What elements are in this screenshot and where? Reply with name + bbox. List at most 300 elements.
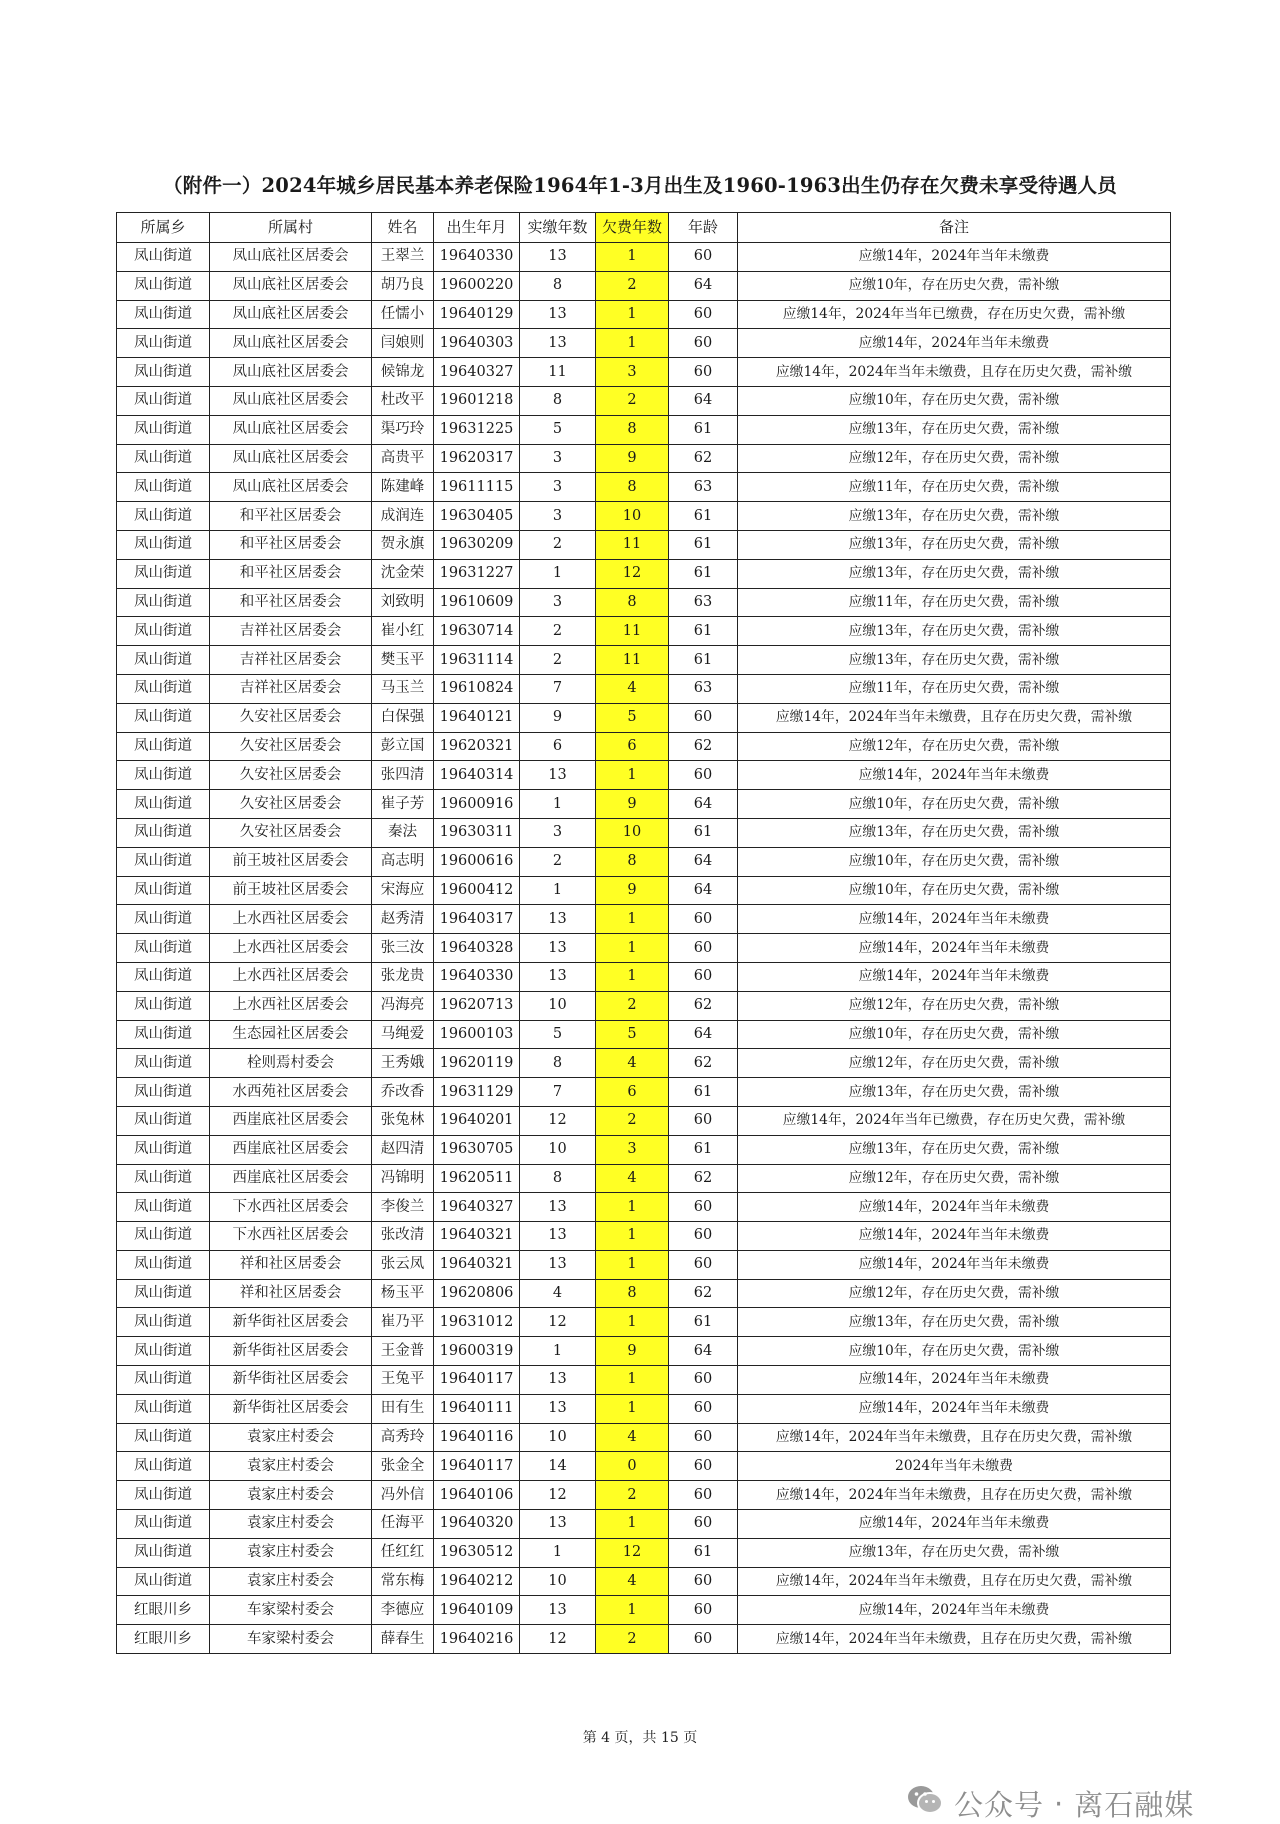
cell-village: 前王坡社区居委会 [210,847,372,876]
cell-township: 凤山街道 [117,1308,210,1337]
cell-arrears-years: 1 [596,1510,669,1539]
cell-birth-date: 19640303 [434,329,520,358]
cell-birth-date: 19631225 [434,415,520,444]
cell-township: 凤山街道 [117,502,210,531]
cell-paid-years: 1 [520,1337,596,1366]
cell-remarks: 应缴14年，2024年当年未缴费 [738,1366,1171,1395]
cell-remarks: 应缴10年，存在历史欠费，需补缴 [738,790,1171,819]
cell-township: 凤山街道 [117,1164,210,1193]
cell-age: 60 [669,1423,738,1452]
cell-birth-date: 19640106 [434,1481,520,1510]
cell-township: 凤山街道 [117,1049,210,1078]
cell-birth-date: 19640111 [434,1394,520,1423]
cell-village: 和平社区居委会 [210,559,372,588]
cell-village: 凤山底社区居委会 [210,444,372,473]
cell-arrears-years: 5 [596,703,669,732]
watermark-name: 离石融媒 [1074,1788,1195,1822]
cell-arrears-years: 3 [596,1135,669,1164]
table-row [117,1164,1171,1193]
cell-name: 冯外信 [372,1481,434,1510]
cell-township: 凤山街道 [117,991,210,1020]
cell-age: 60 [669,1250,738,1279]
page-title: （附件一）2024年城乡居民基本养老保险1964年1-3月出生及1960-1963出生仍存在欠费未享受待遇人员 [163,174,1117,197]
cell-birth-date: 19610609 [434,588,520,617]
cell-village: 吉祥社区居委会 [210,646,372,675]
cell-paid-years: 14 [520,1452,596,1481]
cell-birth-date: 19600412 [434,876,520,905]
cell-remarks: 应缴14年，2024年当年未缴费，且存在历史欠费，需补缴 [738,1423,1171,1452]
cell-age: 61 [669,1135,738,1164]
cell-arrears-years: 2 [596,386,669,415]
cell-remarks: 2024年当年未缴费 [738,1452,1171,1481]
cell-age: 61 [669,1308,738,1337]
cell-birth-date: 19630512 [434,1538,520,1567]
cell-arrears-years: 8 [596,1279,669,1308]
cell-village: 祥和社区居委会 [210,1250,372,1279]
table-row [117,1510,1171,1539]
cell-remarks: 应缴12年，存在历史欠费，需补缴 [738,732,1171,761]
cell-village: 久安社区居委会 [210,790,372,819]
cell-township: 凤山街道 [117,1020,210,1049]
cell-village: 袁家庄村委会 [210,1452,372,1481]
cell-remarks: 应缴14年，2024年当年未缴费 [738,1596,1171,1625]
cell-arrears-years: 9 [596,876,669,905]
cell-arrears-years: 2 [596,991,669,1020]
cell-arrears-years: 1 [596,243,669,272]
cell-arrears-years: 4 [596,1567,669,1596]
cell-birth-date: 19611115 [434,473,520,502]
cell-paid-years: 8 [520,1049,596,1078]
cell-paid-years: 3 [520,473,596,502]
cell-age: 64 [669,271,738,300]
cell-township: 凤山街道 [117,934,210,963]
table-row [117,271,1171,300]
cell-village: 凤山底社区居委会 [210,358,372,387]
cell-paid-years: 13 [520,761,596,790]
cell-township: 凤山街道 [117,1423,210,1452]
cell-paid-years: 1 [520,876,596,905]
cell-age: 63 [669,588,738,617]
table-row [117,790,1171,819]
cell-name: 马玉兰 [372,674,434,703]
table-row [117,818,1171,847]
table-row [117,1193,1171,1222]
cell-township: 凤山街道 [117,761,210,790]
table-row [117,329,1171,358]
cell-township: 凤山街道 [117,646,210,675]
cell-village: 凤山底社区居委会 [210,415,372,444]
cell-township: 凤山街道 [117,271,210,300]
cell-remarks: 应缴14年，2024年当年未缴费 [738,1222,1171,1251]
table-row [117,934,1171,963]
cell-paid-years: 13 [520,905,596,934]
cell-name: 常东梅 [372,1567,434,1596]
cell-name: 杨玉平 [372,1279,434,1308]
cell-village: 车家梁村委会 [210,1625,372,1654]
cell-paid-years: 2 [520,530,596,559]
table-row [117,559,1171,588]
cell-age: 64 [669,386,738,415]
cell-remarks: 应缴14年，2024年当年未缴费 [738,1193,1171,1222]
cell-village: 栓则焉村委会 [210,1049,372,1078]
cell-village: 袁家庄村委会 [210,1567,372,1596]
cell-age: 60 [669,1481,738,1510]
table-row [117,1596,1171,1625]
cell-paid-years: 2 [520,646,596,675]
cell-paid-years: 13 [520,1250,596,1279]
cell-paid-years: 1 [520,790,596,819]
cell-name: 樊玉平 [372,646,434,675]
cell-remarks: 应缴14年，2024年当年未缴费 [738,329,1171,358]
cell-township: 凤山街道 [117,1366,210,1395]
cell-remarks: 应缴13年，存在历史欠费，需补缴 [738,415,1171,444]
cell-arrears-years: 8 [596,588,669,617]
cell-age: 61 [669,502,738,531]
cell-age: 60 [669,1567,738,1596]
cell-remarks: 应缴13年，存在历史欠费，需补缴 [738,617,1171,646]
cell-arrears-years: 1 [596,1308,669,1337]
cell-age: 62 [669,1164,738,1193]
cell-arrears-years: 1 [596,1596,669,1625]
cell-paid-years: 9 [520,703,596,732]
cell-arrears-years: 8 [596,473,669,502]
cell-paid-years: 12 [520,1481,596,1510]
cell-remarks: 应缴11年，存在历史欠费，需补缴 [738,674,1171,703]
cell-remarks: 应缴14年，2024年当年未缴费 [738,761,1171,790]
cell-age: 64 [669,847,738,876]
cell-village: 祥和社区居委会 [210,1279,372,1308]
cell-remarks: 应缴12年，存在历史欠费，需补缴 [738,444,1171,473]
cell-village: 新华街社区居委会 [210,1366,372,1395]
header-paid-years: 实缴年数 [520,213,596,243]
cell-village: 久安社区居委会 [210,703,372,732]
cell-age: 64 [669,1337,738,1366]
cell-arrears-years: 11 [596,646,669,675]
cell-township: 凤山街道 [117,703,210,732]
cell-birth-date: 19630405 [434,502,520,531]
cell-township: 凤山街道 [117,617,210,646]
cell-birth-date: 19610824 [434,674,520,703]
table-row [117,386,1171,415]
cell-paid-years: 13 [520,329,596,358]
cell-village: 凤山底社区居委会 [210,300,372,329]
cell-paid-years: 13 [520,962,596,991]
cell-birth-date: 19640317 [434,905,520,934]
cell-village: 吉祥社区居委会 [210,617,372,646]
cell-paid-years: 2 [520,617,596,646]
cell-paid-years: 13 [520,934,596,963]
table-row [117,991,1171,1020]
cell-name: 候锦龙 [372,358,434,387]
cell-birth-date: 19620806 [434,1279,520,1308]
cell-paid-years: 8 [520,271,596,300]
cell-village: 久安社区居委会 [210,818,372,847]
cell-remarks: 应缴13年，存在历史欠费，需补缴 [738,559,1171,588]
cell-remarks: 应缴14年，2024年当年未缴费，且存在历史欠费，需补缴 [738,1625,1171,1654]
cell-paid-years: 13 [520,243,596,272]
cell-township: 凤山街道 [117,386,210,415]
cell-name: 任懦小 [372,300,434,329]
cell-village: 新华街社区居委会 [210,1337,372,1366]
cell-remarks: 应缴14年，2024年当年未缴费 [738,962,1171,991]
cell-birth-date: 19620317 [434,444,520,473]
cell-township: 凤山街道 [117,415,210,444]
cell-township: 凤山街道 [117,847,210,876]
cell-paid-years: 12 [520,1106,596,1135]
cell-remarks: 应缴12年，存在历史欠费，需补缴 [738,991,1171,1020]
table-row [117,1567,1171,1596]
cell-birth-date: 19600319 [434,1337,520,1366]
cell-township: 凤山街道 [117,818,210,847]
cell-birth-date: 19631012 [434,1308,520,1337]
cell-village: 久安社区居委会 [210,732,372,761]
table-row [117,905,1171,934]
cell-birth-date: 19631114 [434,646,520,675]
cell-remarks: 应缴13年，存在历史欠费，需补缴 [738,1308,1171,1337]
cell-age: 61 [669,1078,738,1107]
cell-village: 西崖底社区居委会 [210,1164,372,1193]
cell-name: 彭立国 [372,732,434,761]
table-row [117,1538,1171,1567]
cell-birth-date: 19640117 [434,1366,520,1395]
cell-township: 凤山街道 [117,300,210,329]
cell-birth-date: 19620119 [434,1049,520,1078]
cell-birth-date: 19640129 [434,300,520,329]
cell-birth-date: 19640327 [434,1193,520,1222]
cell-township: 凤山街道 [117,962,210,991]
cell-birth-date: 19640116 [434,1423,520,1452]
cell-paid-years: 3 [520,818,596,847]
cell-village: 袁家庄村委会 [210,1538,372,1567]
table-row [117,732,1171,761]
cell-birth-date: 19630714 [434,617,520,646]
cell-arrears-years: 9 [596,1337,669,1366]
cell-paid-years: 5 [520,415,596,444]
cell-remarks: 应缴14年，2024年当年已缴费，存在历史欠费，需补缴 [738,300,1171,329]
cell-remarks: 应缴13年，存在历史欠费，需补缴 [738,646,1171,675]
table-row [117,646,1171,675]
cell-remarks: 应缴12年，存在历史欠费，需补缴 [738,1279,1171,1308]
cell-name: 王金普 [372,1337,434,1366]
cell-arrears-years: 9 [596,444,669,473]
cell-name: 陈建峰 [372,473,434,502]
table-body [117,243,1171,1654]
cell-remarks: 应缴14年，2024年当年未缴费，且存在历史欠费，需补缴 [738,358,1171,387]
cell-arrears-years: 6 [596,732,669,761]
cell-paid-years: 5 [520,1020,596,1049]
cell-remarks: 应缴14年，2024年当年已缴费，存在历史欠费，需补缴 [738,1106,1171,1135]
cell-arrears-years: 4 [596,1049,669,1078]
table-row [117,962,1171,991]
header-township: 所属乡 [117,213,210,243]
cell-arrears-years: 3 [596,358,669,387]
cell-arrears-years: 8 [596,415,669,444]
cell-township: 凤山街道 [117,1394,210,1423]
cell-remarks: 应缴13年，存在历史欠费，需补缴 [738,1538,1171,1567]
cell-paid-years: 1 [520,1538,596,1567]
cell-name: 闫娘则 [372,329,434,358]
table-row [117,761,1171,790]
cell-paid-years: 3 [520,588,596,617]
cell-arrears-years: 2 [596,1481,669,1510]
cell-village: 吉祥社区居委会 [210,674,372,703]
cell-age: 62 [669,1049,738,1078]
table-row [117,1106,1171,1135]
cell-name: 秦法 [372,818,434,847]
cell-remarks: 应缴12年，存在历史欠费，需补缴 [738,1164,1171,1193]
cell-paid-years: 13 [520,1596,596,1625]
cell-age: 60 [669,1510,738,1539]
cell-age: 64 [669,876,738,905]
cell-birth-date: 19600916 [434,790,520,819]
cell-age: 60 [669,300,738,329]
cell-name: 李德应 [372,1596,434,1625]
cell-village: 凤山底社区居委会 [210,386,372,415]
cell-birth-date: 19630209 [434,530,520,559]
cell-name: 张三汝 [372,934,434,963]
cell-remarks: 应缴14年，2024年当年未缴费 [738,1250,1171,1279]
cell-township: 凤山街道 [117,1452,210,1481]
cell-village: 上水西社区居委会 [210,934,372,963]
cell-village: 凤山底社区居委会 [210,243,372,272]
cell-arrears-years: 1 [596,962,669,991]
cell-age: 62 [669,444,738,473]
cell-remarks: 应缴14年，2024年当年未缴费，且存在历史欠费，需补缴 [738,1567,1171,1596]
header-age: 年龄 [669,213,738,243]
cell-birth-date: 19630311 [434,818,520,847]
cell-remarks: 应缴14年，2024年当年未缴费 [738,243,1171,272]
cell-arrears-years: 2 [596,1106,669,1135]
cell-township: 凤山街道 [117,1135,210,1164]
cell-remarks: 应缴13年，存在历史欠费，需补缴 [738,1078,1171,1107]
cell-arrears-years: 10 [596,502,669,531]
cell-age: 63 [669,674,738,703]
table-row [117,530,1171,559]
cell-paid-years: 10 [520,1567,596,1596]
cell-township: 凤山街道 [117,1193,210,1222]
header-remarks: 备注 [738,213,1171,243]
cell-arrears-years: 1 [596,300,669,329]
cell-remarks: 应缴10年，存在历史欠费，需补缴 [738,1337,1171,1366]
cell-village: 凤山底社区居委会 [210,473,372,502]
cell-name: 刘致明 [372,588,434,617]
cell-paid-years: 8 [520,1164,596,1193]
cell-name: 沈金荣 [372,559,434,588]
cell-paid-years: 12 [520,1625,596,1654]
table-row [117,1135,1171,1164]
cell-paid-years: 10 [520,1423,596,1452]
cell-arrears-years: 4 [596,1164,669,1193]
cell-name: 赵四清 [372,1135,434,1164]
table-row [117,415,1171,444]
cell-name: 田有生 [372,1394,434,1423]
cell-age: 60 [669,934,738,963]
cell-remarks: 应缴14年，2024年当年未缴费，且存在历史欠费，需补缴 [738,703,1171,732]
cell-village: 生态园社区居委会 [210,1020,372,1049]
wechat-icon [906,1784,954,1823]
cell-village: 袁家庄村委会 [210,1481,372,1510]
cell-age: 60 [669,243,738,272]
cell-remarks: 应缴11年，存在历史欠费，需补缴 [738,473,1171,502]
cell-township: 凤山街道 [117,1337,210,1366]
cell-township: 凤山街道 [117,1481,210,1510]
table-row [117,358,1171,387]
cell-name: 张龙贵 [372,962,434,991]
cell-arrears-years: 2 [596,271,669,300]
table-row [117,1337,1171,1366]
cell-paid-years: 2 [520,847,596,876]
cell-birth-date: 19601218 [434,386,520,415]
cell-arrears-years: 12 [596,559,669,588]
cell-village: 和平社区居委会 [210,588,372,617]
cell-age: 61 [669,646,738,675]
cell-birth-date: 19640117 [434,1452,520,1481]
cell-age: 60 [669,1625,738,1654]
cell-arrears-years: 5 [596,1020,669,1049]
cell-township: 红眼川乡 [117,1596,210,1625]
table-row [117,1625,1171,1654]
cell-age: 61 [669,818,738,847]
cell-birth-date: 19620713 [434,991,520,1020]
cell-township: 凤山街道 [117,1538,210,1567]
cell-paid-years: 13 [520,300,596,329]
cell-birth-date: 19640216 [434,1625,520,1654]
cell-remarks: 应缴10年，存在历史欠费，需补缴 [738,876,1171,905]
cell-arrears-years: 1 [596,1193,669,1222]
cell-age: 64 [669,790,738,819]
cell-arrears-years: 2 [596,1625,669,1654]
cell-arrears-years: 12 [596,1538,669,1567]
cell-arrears-years: 0 [596,1452,669,1481]
cell-arrears-years: 1 [596,1366,669,1395]
cell-remarks: 应缴14年，2024年当年未缴费 [738,934,1171,963]
cell-remarks: 应缴13年，存在历史欠费，需补缴 [738,530,1171,559]
cell-name: 高贵平 [372,444,434,473]
cell-name: 王秀娥 [372,1049,434,1078]
cell-village: 新华街社区居委会 [210,1394,372,1423]
cell-township: 凤山街道 [117,1279,210,1308]
table-row [117,847,1171,876]
cell-name: 王兔平 [372,1366,434,1395]
cell-name: 高志明 [372,847,434,876]
cell-name: 冯锦明 [372,1164,434,1193]
cell-birth-date: 19640212 [434,1567,520,1596]
cell-age: 60 [669,358,738,387]
cell-arrears-years: 1 [596,905,669,934]
cell-arrears-years: 1 [596,1222,669,1251]
cell-township: 凤山街道 [117,876,210,905]
cell-birth-date: 19620511 [434,1164,520,1193]
cell-age: 60 [669,1193,738,1222]
cell-birth-date: 19600220 [434,271,520,300]
header-birth-date: 出生年月 [434,213,520,243]
cell-village: 新华街社区居委会 [210,1308,372,1337]
cell-age: 60 [669,329,738,358]
cell-remarks: 应缴13年，存在历史欠费，需补缴 [738,818,1171,847]
cell-age: 62 [669,732,738,761]
cell-name: 张改清 [372,1222,434,1251]
cell-arrears-years: 1 [596,761,669,790]
cell-paid-years: 13 [520,1394,596,1423]
table-row [117,1394,1171,1423]
table-row [117,876,1171,905]
cell-paid-years: 7 [520,674,596,703]
table-row [117,502,1171,531]
cell-age: 60 [669,1366,738,1395]
table-row [117,1423,1171,1452]
cell-birth-date: 19640327 [434,358,520,387]
cell-name: 任红红 [372,1538,434,1567]
